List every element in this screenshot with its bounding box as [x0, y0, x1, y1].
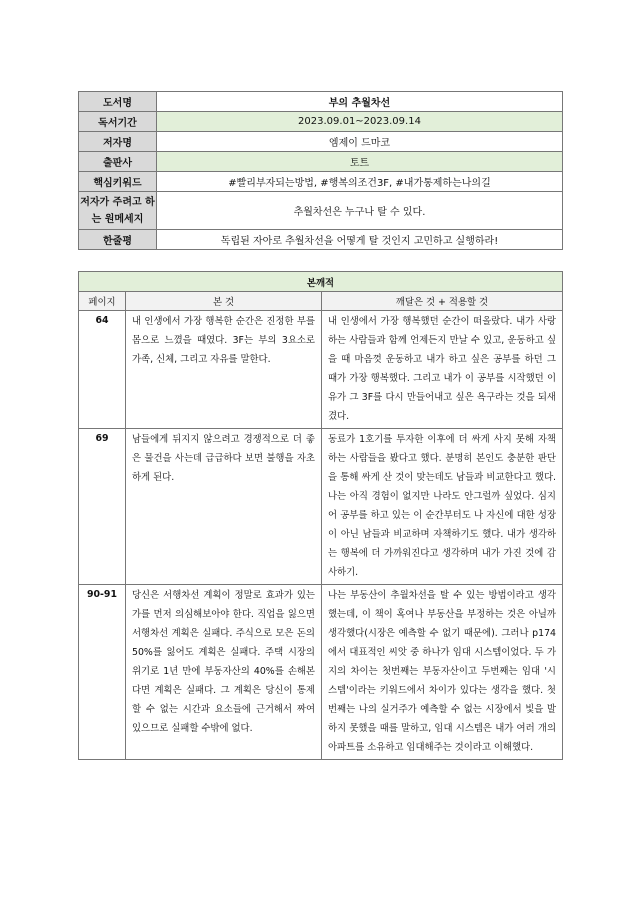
info-row-message — [79, 192, 563, 230]
label-review: 한줄평 — [79, 230, 157, 250]
value-author: 엠제이 드마코 — [157, 132, 563, 152]
info-row-author — [79, 132, 563, 152]
info-row-review — [79, 230, 563, 250]
page-number: 69 — [79, 429, 126, 585]
notes-table — [78, 271, 563, 760]
saw-text: 내 인생에서 가장 행복한 순간은 진정한 부를 몸으로 느꼈을 때였다. 3F는 부의 3요소로 가족, 신체, 그리고 자유를 말한다. — [126, 311, 322, 429]
value-publisher: 토트 — [157, 152, 563, 172]
label-keywords: 핵심키워드 — [79, 172, 157, 192]
learned-text: 나는 부동산이 추월차선을 탈 수 있는 방법이라고 생각했는데, 이 책이 혹여나 부동산을 부정하는 것은 아닐까 생각했다(시장은 예측할 수 없기 때문에). 그러나 p174에서 대표적인 씨앗 중 하나가 임대 시스템이었다. 두 가지의 차이는 첫번째는 부동자산이고 두번째는 임대 '시스템'이라는 키워드에서 차이가 있다는 생각을 했다. 첫번째는 나의 실거주가 예측할 수 없는 시장에서 빛을 발하지 못했을 때를 말하고, 임대 시스템은 내가 여러 개의 아파트를 소유하고 임대해주는 것이라고 이해했다. — [322, 585, 563, 760]
page-number: 64 — [79, 311, 126, 429]
table-row — [79, 429, 563, 585]
notes-header-row — [79, 292, 563, 311]
page-number: 90-91 — [79, 585, 126, 760]
saw-text: 남들에게 뒤지지 않으려고 경쟁적으로 더 좋은 물건을 사는데 급급하다 보면 불행을 자초하게 된다. — [126, 429, 322, 585]
table-row — [79, 585, 563, 760]
label-publisher: 출판사 — [79, 152, 157, 172]
value-review: 독립된 자아로 추월차선을 어떻게 탈 것인지 고민하고 실행하라! — [157, 230, 563, 250]
info-row-period — [79, 112, 563, 132]
info-row-title — [79, 92, 563, 112]
table-row — [79, 311, 563, 429]
header-saw: 본 것 — [126, 292, 322, 311]
label-author: 저자명 — [79, 132, 157, 152]
header-page: 페이지 — [79, 292, 126, 311]
value-keywords: #빨리부자되는방법, #행복의조건3F, #내가통제하는나의길 — [157, 172, 563, 192]
label-message: 저자가 주려고 하는 원메세지 — [79, 192, 157, 230]
value-period: 2023.09.01~2023.09.14 — [157, 112, 563, 132]
notes-title: 본깨적 — [79, 272, 563, 292]
info-row-keywords — [79, 172, 563, 192]
learned-text: 동료가 1호기를 투자한 이후에 더 싸게 사지 못해 자책하는 사람들을 봤다고 했다. 분명히 본인도 충분한 판단을 통해 싸게 산 것이 맞는데도 남들과 비교한다고 했다. 나는 아직 경험이 없지만 나라도 안그럴까 싶었다. 심지어 공부를 하고 있는 이 순간부터도 나 자신에 대한 성장이 아닌 남들과 비교하며 자책하기도 했다. 내가 생각하는 행복에 더 가까워진다고 생각하며 내가 가진 것에 감사하기. — [322, 429, 563, 585]
header-learned: 깨달은 것 + 적용할 것 — [322, 292, 563, 311]
label-period: 독서기간 — [79, 112, 157, 132]
info-row-publisher — [79, 152, 563, 172]
label-title: 도서명 — [79, 92, 157, 112]
saw-text: 당신은 서행차선 계획이 정말로 효과가 있는가를 먼저 의심해보아야 한다. 직업을 잃으면 서행차선 계획은 실패다. 주식으로 모은 돈의 50%를 잃어도 계획은 실패다. 주택 시장의 위기로 1년 만에 부동자산의 40%를 손해본다면 계획은 실패다. 그 계획은 당신이 통제할 수 없는 시간과 요소들에 근거해서 짜여 있으므로 실패할 수밖에 없다. — [126, 585, 322, 760]
value-title: 부의 추월차선 — [157, 92, 563, 112]
learned-text: 내 인생에서 가장 행복했던 순간이 떠올랐다. 내가 사랑하는 사람들과 함께 언제든지 만날 수 있고, 운동하고 싶을 때 마음껏 운동하고 내가 하고 싶은 공부를 하던 그 때가 가장 행복했다. 그리고 내가 이 공부를 시작했던 이유가 그 3F를 다시 만들어내고 싶은 욕구라는 것을 되새겼다. — [322, 311, 563, 429]
value-message: 추월차선은 누구나 탈 수 있다. — [157, 192, 563, 230]
book-info-table — [78, 91, 563, 250]
